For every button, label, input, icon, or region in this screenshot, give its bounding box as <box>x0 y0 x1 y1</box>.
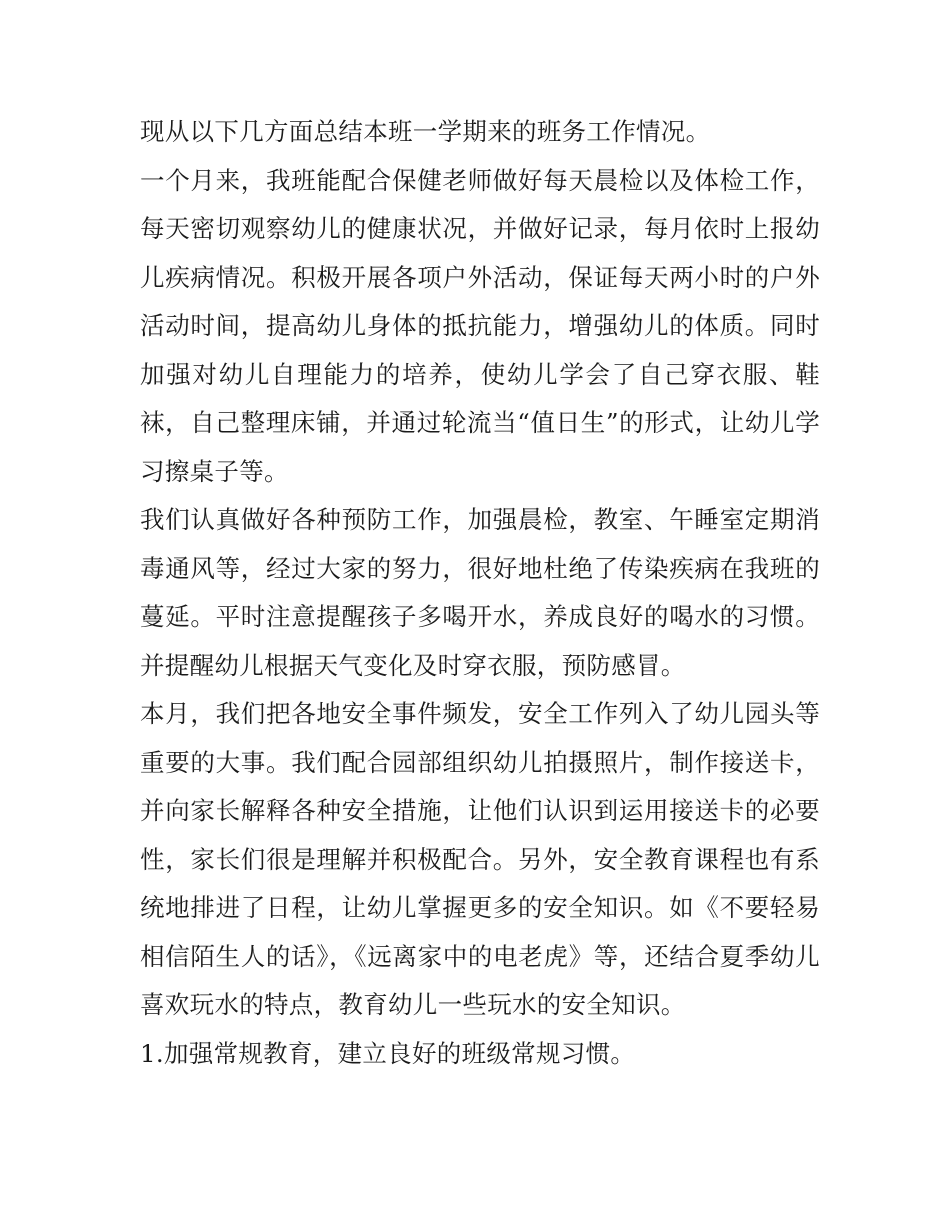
paragraph-intro: 现从以下几方面总结本班一学期来的班务工作情况。 <box>140 117 711 146</box>
paragraph-disease-prevention: 我们认真做好各种预防工作，加强晨检，教室、午睡室定期消毒通风等，经过大家的努力，很好地杜绝了传染疾病在我班的蔓延。平时注意提醒孩子多喝开水，养成良好的喝水的习惯。并提醒幼儿根据天气变化及时穿衣服，预防感冒。 <box>140 505 820 680</box>
paragraph-safety-work: 本月，我们把各地安全事件频发，安全工作列入了幼儿园头等重要的大事。我们配合园部组织幼儿拍摄照片，制作接送卡，并向家长解释各种安全措施，让他们认识到运用接送卡的必要性，家长们很是理解并积极配合。另外，安全教育课程也有系统地排进了日程，让幼儿掌握更多的安全知识。如《不要轻易相信陌生人的话》，《远离家中的电老虎》等，还结合夏季幼儿喜欢玩水的特点，教育幼儿一些玩水的安全知识。 <box>140 699 820 1019</box>
document-body <box>140 108 820 1078</box>
paragraph-health-checks: 一个月来，我班能配合保健老师做好每天晨检以及体检工作，每天密切观察幼儿的健康状况，并做好记录，每月依时上报幼儿疾病情况。积极开展各项户外活动，保证每天两小时的户外活动时间，提高幼儿身体的抵抗能力，增强幼儿的体质。同时加强对幼儿自理能力的培养，使幼儿学会了自己穿衣服、鞋袜，自己整理床铺，并通过轮流当“值日生”的形式，让幼儿学习擦桌子等。 <box>140 165 820 486</box>
paragraph-routine-education: 1.加强常规教育，建立良好的班级常规习惯。 <box>140 1038 636 1068</box>
